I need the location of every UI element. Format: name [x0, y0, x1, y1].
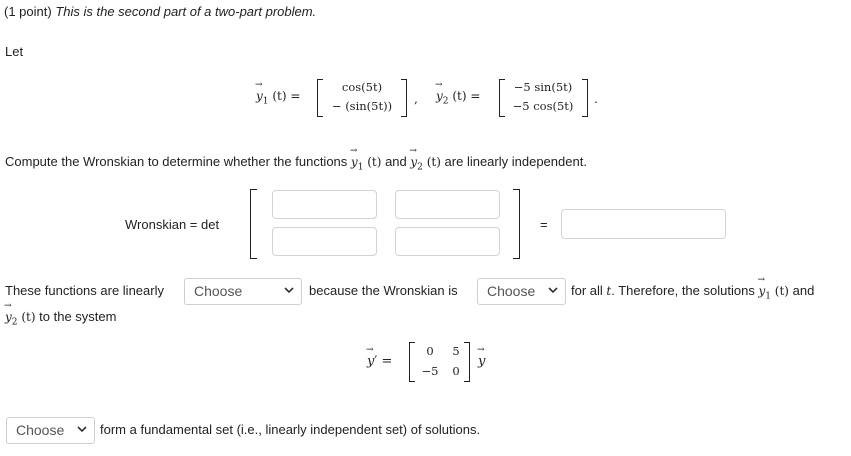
- matrix-21: −5: [421, 364, 439, 378]
- matrix-12: 5: [452, 344, 460, 358]
- wronskian-bracket-left: [250, 189, 257, 259]
- fundamental-set-select[interactable]: [6, 417, 95, 444]
- compute-text-before: Compute the Wronskian to determine whether the functions: [5, 154, 348, 169]
- y1-ref-arg: (t): [367, 155, 382, 169]
- wronskian-bracket-right: [513, 189, 520, 259]
- wronskian-value-select[interactable]: [477, 278, 566, 305]
- wronskian-cell-11[interactable]: [272, 190, 377, 219]
- system-equals: =: [381, 354, 393, 369]
- y2-sol-arg: (t): [21, 310, 36, 324]
- y1-bottom: − (sin(5t)): [331, 99, 393, 113]
- y1-top: cos(5t): [341, 80, 383, 94]
- for-all-text: for all: [571, 283, 603, 298]
- independence-select[interactable]: [184, 278, 302, 305]
- sentence-part2: because the Wronskian is: [309, 283, 458, 298]
- wronskian-cell-22[interactable]: [395, 227, 500, 256]
- therefore-text: . Therefore, the solutions: [611, 283, 755, 298]
- to-system-text: to the system: [39, 309, 117, 324]
- problem-prompt: This is the second part of a two-part problem.: [55, 4, 317, 19]
- system-y-symbol: → y: [367, 354, 374, 369]
- system-rhs-y: → y: [478, 354, 485, 369]
- wronskian-label: Wronskian = det: [125, 217, 220, 232]
- chevron-down-icon: [548, 285, 558, 295]
- system-bracket-right: [464, 342, 470, 382]
- y2-symbol: → y: [436, 89, 443, 103]
- y1-subscript: 1: [262, 96, 269, 107]
- compute-instructions: [5, 154, 587, 172]
- y1-sol-ref: → y: [758, 284, 765, 298]
- and-text: and: [385, 154, 407, 169]
- y1-ref-sub: 1: [357, 162, 364, 173]
- independence-select-value: Choose: [194, 283, 243, 299]
- y2-ref-sub: 2: [417, 162, 423, 173]
- compute-text-after: are linearly independent.: [444, 154, 587, 169]
- prime-mark: ′: [374, 354, 378, 369]
- t-symbol: t: [606, 284, 612, 298]
- wronskian-result-input[interactable]: [561, 209, 726, 239]
- y2-ref: → y: [410, 155, 417, 169]
- y2-sol-ref: → y: [5, 310, 12, 324]
- y1-symbol: → y: [256, 89, 263, 103]
- problem-header: [4, 4, 316, 19]
- y2-lhs: [436, 89, 480, 106]
- y1-lhs: [256, 89, 300, 106]
- system-lhs: [367, 354, 392, 369]
- and-text-2: and: [792, 283, 815, 298]
- y1-sol-sub: 1: [765, 291, 771, 302]
- sentence-part3: [571, 283, 814, 301]
- y2-ref-arg: (t): [426, 155, 441, 169]
- chevron-down-icon: [284, 285, 294, 295]
- let-label: Let: [5, 44, 24, 59]
- matrix-11: 0: [426, 344, 434, 358]
- comma: ,: [414, 92, 418, 106]
- wronskian-equals: =: [540, 217, 548, 232]
- y1-ref: → y: [351, 155, 358, 169]
- sentence-line2: [5, 309, 116, 327]
- wronskian-value-select-value: Choose: [487, 283, 536, 299]
- y1-bracket-right: [401, 79, 407, 117]
- period: .: [594, 92, 598, 106]
- y2-top: −5 sin(5t): [513, 80, 573, 94]
- fundamental-set-select-value: Choose: [16, 422, 65, 438]
- y2-bracket-right: [582, 79, 588, 117]
- system-rhs: [478, 354, 485, 369]
- y2-subscript: 2: [442, 96, 449, 107]
- y1-arg: (t) =: [272, 89, 301, 103]
- system-bracket-left: [409, 342, 415, 382]
- y2-sol-sub: 2: [11, 317, 18, 328]
- points-label: (1 point): [4, 4, 52, 19]
- y1-sol-arg: (t): [774, 284, 789, 298]
- final-text: form a fundamental set (i.e., linearly independent set) of solutions.: [100, 422, 481, 437]
- y2-bottom: −5 cos(5t): [512, 99, 574, 113]
- y2-arg: (t) =: [452, 89, 481, 103]
- sentence-part1: These functions are linearly: [5, 283, 164, 298]
- wronskian-cell-21[interactable]: [272, 227, 377, 256]
- chevron-down-icon: [77, 424, 87, 434]
- wronskian-cell-12[interactable]: [395, 190, 500, 219]
- matrix-22: 0: [452, 364, 460, 378]
